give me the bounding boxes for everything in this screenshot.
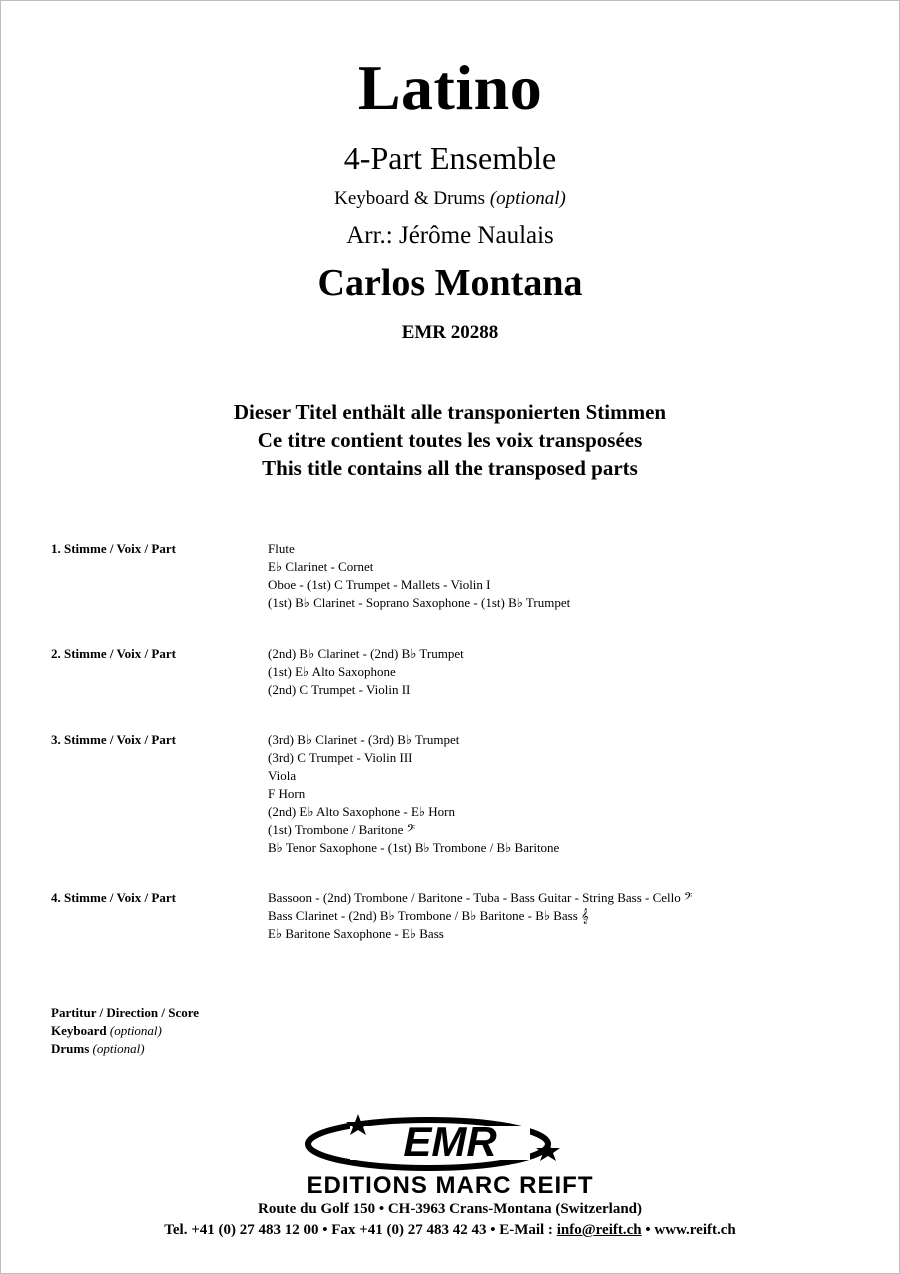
instrumentation [0,187,900,211]
list-item: Bass Clarinet - (2nd) B♭ Trombone / B♭ Baritone - B♭ Bass 𝄞 [268,908,589,923]
notice-line-fr: Ce titre contient toutes les voix transposées [257,428,643,452]
star-icon [536,1140,560,1161]
part-2-instruments [268,645,464,699]
extra-label: Keyboard [51,1023,107,1038]
email-link[interactable]: info@reift.ch [556,1222,642,1238]
contact-website: • www.reift.ch [641,1222,736,1238]
publisher-name: EDITIONS MARC REIFT [306,1172,594,1199]
part-1-instruments [268,540,570,612]
part-4-label: 4. Stimme / Voix / Part [51,890,176,905]
instrumentation-text: Keyboard & Drums [334,188,486,209]
list-item: (2nd) E♭ Alto Saxophone - E♭ Horn [268,804,456,819]
list-item: Flute [268,541,295,556]
extra-keyboard [51,1022,199,1040]
composer: Carlos Montana [317,262,583,304]
contact-phone-fax: Tel. +41 (0) 27 483 12 00 • Fax +41 (0) 27 483 42 43 • E-Mail : [164,1222,557,1238]
part-4-instruments [268,889,692,943]
subtitle: 4-Part Ensemble [343,140,557,176]
extra-note: (optional) [92,1041,145,1056]
extra-parts [51,1004,199,1058]
list-item: (3rd) C Trumpet - Violin III [268,750,413,765]
part-1-label: 1. Stimme / Voix / Part [51,541,176,556]
list-item: (3rd) B♭ Clarinet - (3rd) B♭ Trumpet [268,732,460,747]
publisher-address: Route du Golf 150 • CH-3963 Crans-Montana (Switzerland) [258,1201,642,1217]
extra-note: (optional) [109,1023,162,1038]
publisher-contact [0,1220,900,1240]
notice-line-en: This title contains all the transposed parts [262,456,638,480]
extra-drums [51,1040,199,1058]
part-3-label: 3. Stimme / Voix / Part [51,732,176,747]
list-item: F Horn [268,786,306,801]
arranger: Arr.: Jérôme Naulais [346,222,554,249]
notice-line-de: Dieser Titel enthält alle transponierten Stimmen [233,400,667,424]
extra-label: Drums [51,1041,90,1056]
extra-score [51,1004,199,1022]
list-item: E♭ Baritone Saxophone - E♭ Bass [268,926,444,941]
logo-text: EMR [403,1118,497,1165]
list-item: (1st) B♭ Clarinet - Soprano Saxophone - (1st) B♭ Trumpet [268,595,571,610]
catalog-number: EMR 20288 [401,322,499,343]
list-item: B♭ Tenor Saxophone - (1st) B♭ Trombone / B♭ Baritone [268,840,560,855]
list-item: (2nd) C Trumpet - Violin II [268,682,411,697]
instrumentation-note: (optional) [489,188,566,209]
part-2-label: 2. Stimme / Voix / Part [51,646,176,661]
list-item: (2nd) B♭ Clarinet - (2nd) B♭ Trumpet [268,646,464,661]
part-3-instruments [268,731,559,857]
page-title: Latino [357,52,543,123]
emr-logo [300,1108,600,1174]
list-item: Oboe - (1st) C Trumpet - Mallets - Violin I [268,577,491,592]
list-item: (1st) Trombone / Baritone 𝄢 [268,822,416,837]
list-item: Viola [268,768,297,783]
notice [0,398,900,482]
list-item: (1st) E♭ Alto Saxophone [268,664,396,679]
list-item: E♭ Clarinet - Cornet [268,559,374,574]
list-item: Bassoon - (2nd) Trombone / Baritone - Tuba - Bass Guitar - String Bass - Cello 𝄢 [268,890,693,905]
extra-label: Partitur / Direction / Score [51,1005,200,1020]
